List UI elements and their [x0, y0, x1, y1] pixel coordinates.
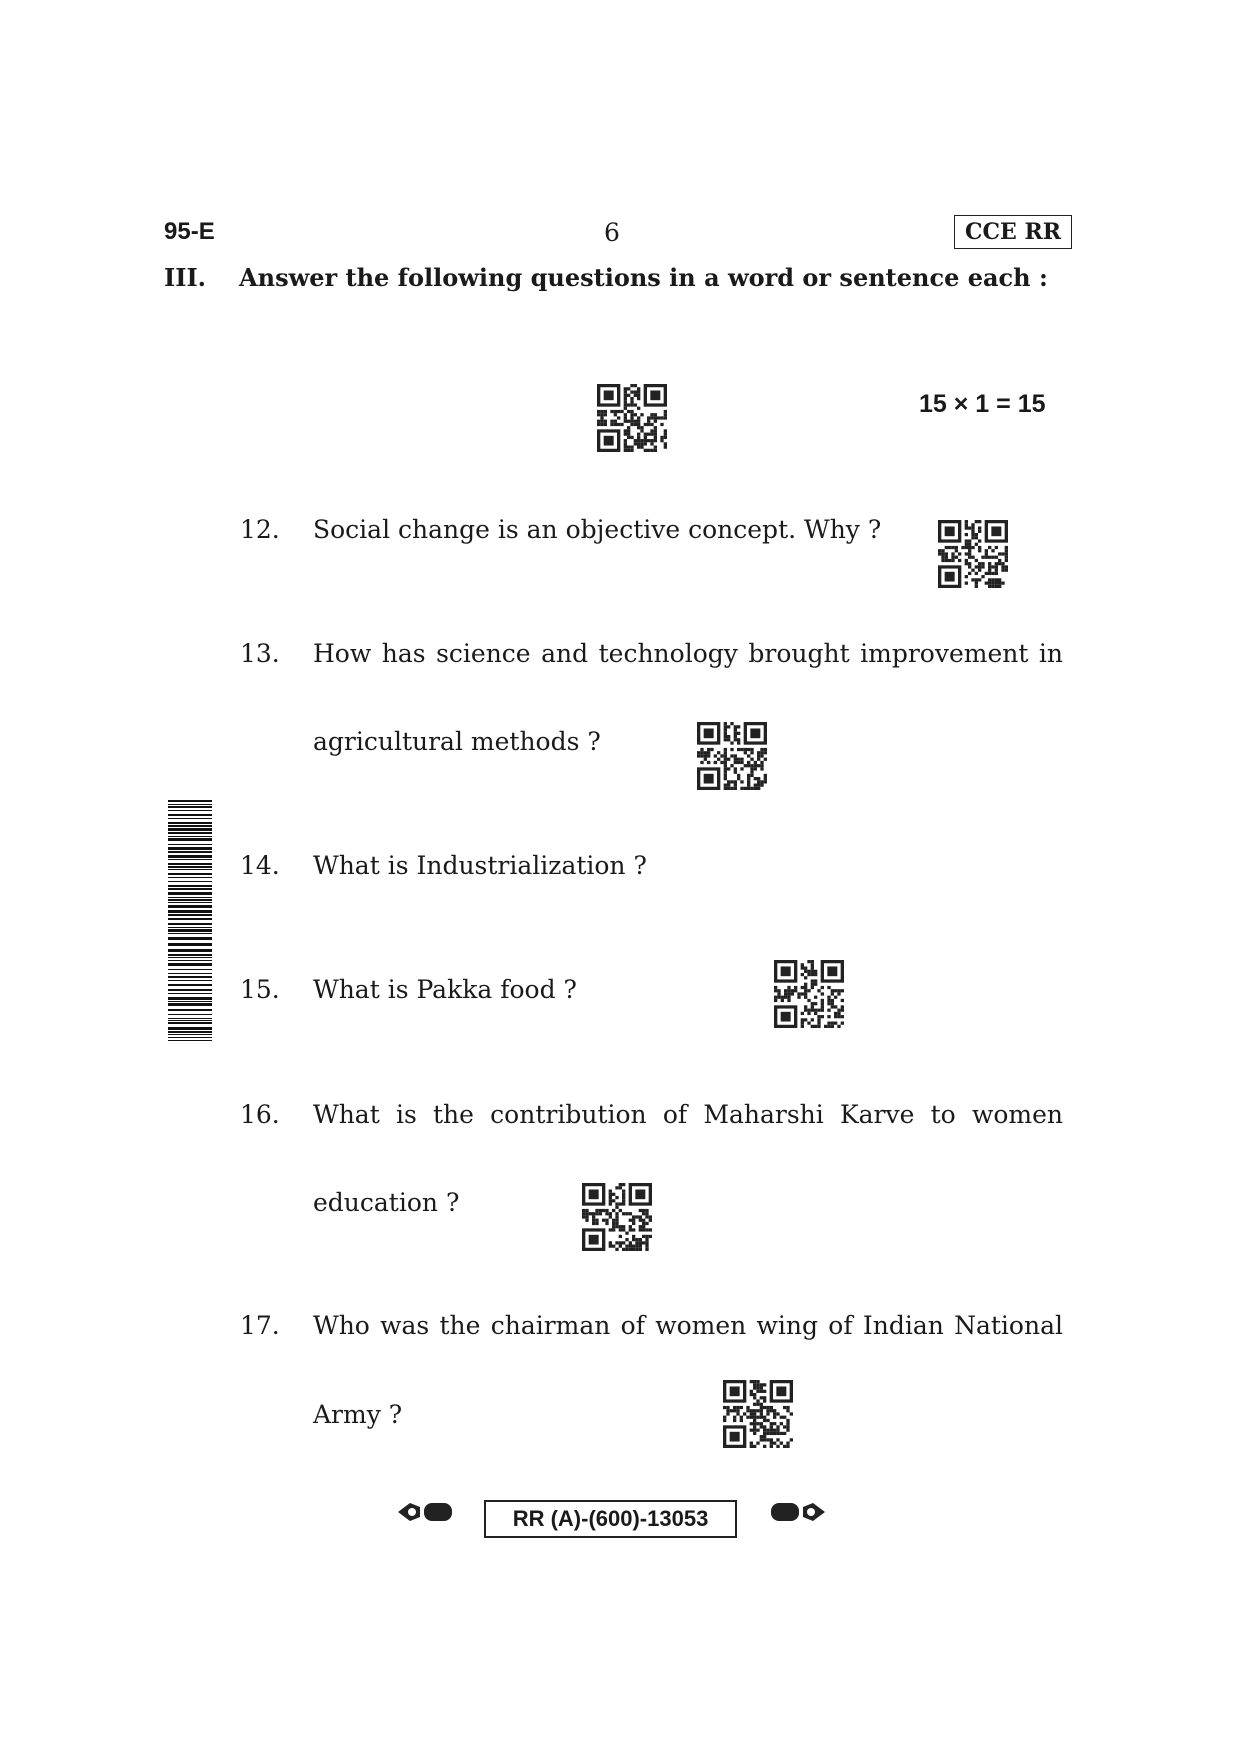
question-text-continued: Army ?	[313, 1400, 403, 1429]
question-number: 15.	[240, 975, 280, 1004]
page-number: 6	[604, 218, 620, 247]
question-text: What is Industrialization ?	[313, 851, 647, 880]
question-number: 16.	[240, 1100, 280, 1129]
section-number: III.	[164, 263, 207, 292]
question-text: How has science and technology brought improvement in	[313, 639, 1063, 668]
paper-code: 95-E	[164, 218, 215, 245]
series-label: CCE RR	[954, 215, 1072, 249]
question-number: 13.	[240, 639, 280, 668]
question-number: 14.	[240, 851, 280, 880]
right-ornament-icon	[767, 1495, 827, 1529]
question-qr-code-icon	[938, 520, 1008, 588]
question-number: 12.	[240, 515, 280, 544]
question-text: Social change is an objective concept. Why ?	[313, 515, 882, 544]
question-qr-code-icon	[774, 960, 844, 1028]
barcode-icon	[168, 800, 212, 1042]
left-ornament-icon	[396, 1495, 456, 1529]
question-text: Who was the chairman of women wing of Indian National	[313, 1311, 1063, 1340]
section-qr-code-icon	[597, 384, 667, 452]
question-text-continued: education ?	[313, 1188, 460, 1217]
question-number: 17.	[240, 1311, 280, 1340]
section-title: Answer the following questions in a word or sentence each :	[239, 263, 1048, 292]
question-qr-code-icon	[582, 1183, 652, 1251]
question-text: What is the contribution of Maharshi Karve to women	[313, 1100, 1063, 1129]
question-qr-code-icon	[697, 722, 767, 790]
question-qr-code-icon	[723, 1380, 793, 1448]
section-marks: 15 × 1 = 15	[919, 390, 1046, 418]
footer-code: RR (A)-(600)-13053	[484, 1500, 737, 1538]
question-text-continued: agricultural methods ?	[313, 727, 601, 756]
question-text: What is Pakka food ?	[313, 975, 577, 1004]
